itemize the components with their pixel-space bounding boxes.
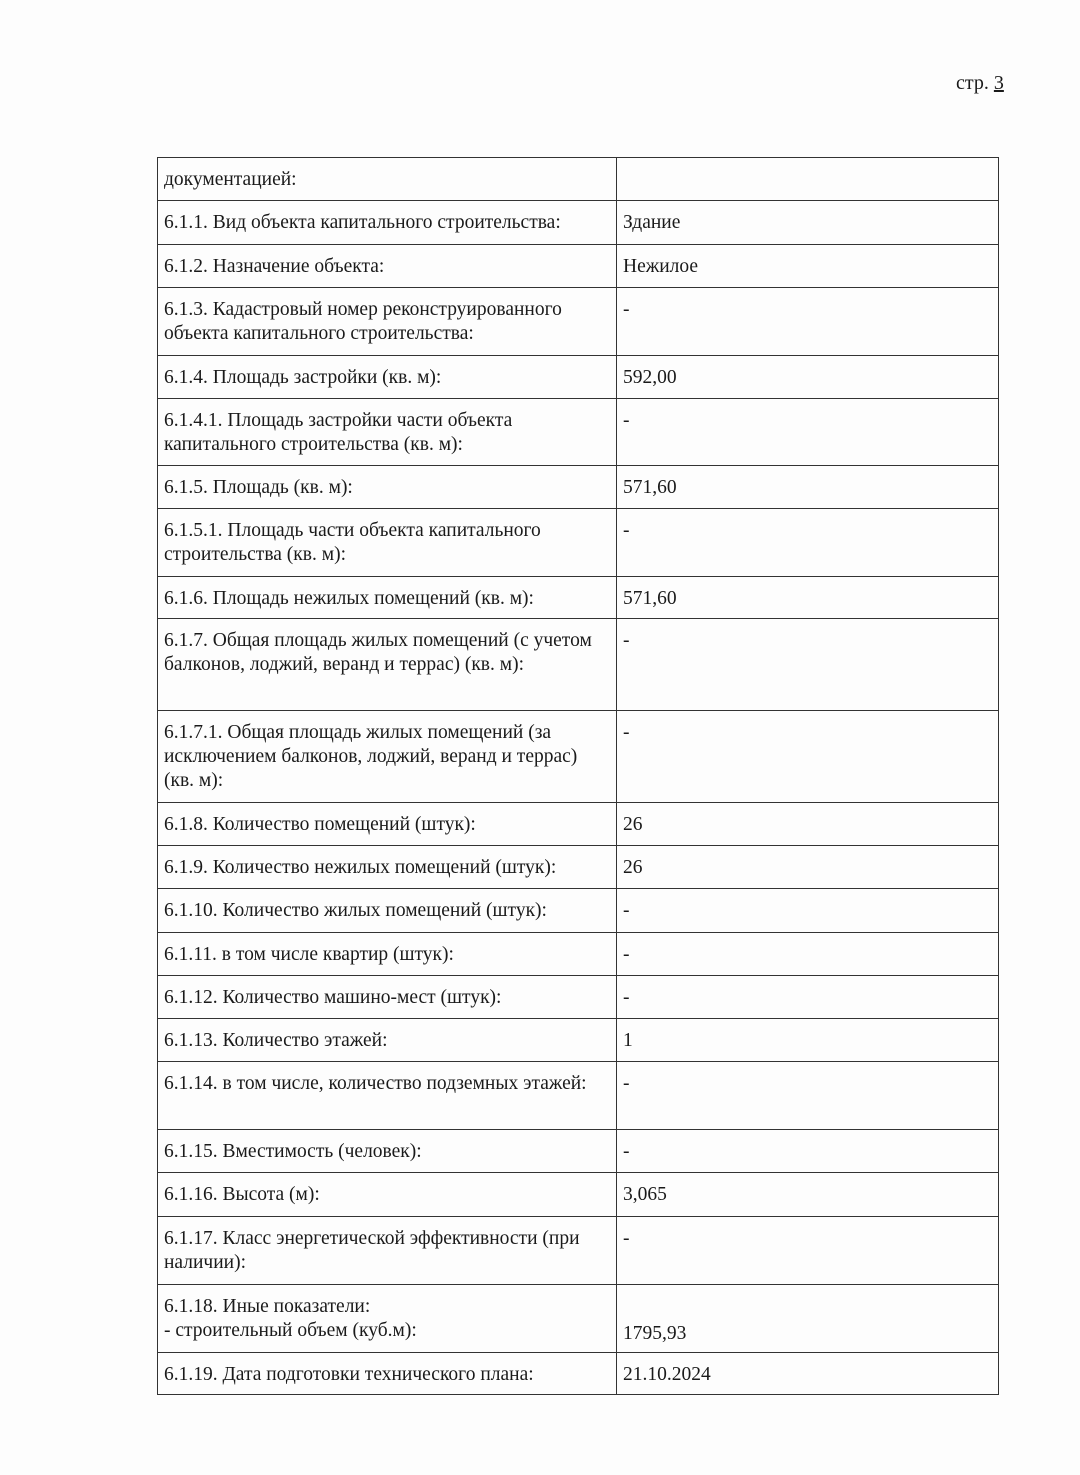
table-row (158, 1019, 999, 1062)
row-value: - (617, 619, 999, 711)
row-label (158, 1217, 617, 1285)
row-value: 21.10.2024 (617, 1353, 999, 1395)
table-row (158, 846, 999, 889)
row-label-text: 6.1.4.1. Площадь застройки части объекта капитального строительства (кв. м): (164, 410, 513, 455)
row-label (158, 803, 617, 846)
row-label-subtext: - строительный объем (куб.м): (164, 1320, 417, 1341)
row-label (158, 1353, 617, 1395)
table-row (158, 288, 999, 356)
table-row (158, 1353, 999, 1395)
row-label (158, 933, 617, 976)
table-row (158, 711, 999, 803)
row-value: - (617, 1130, 999, 1173)
row-label (158, 1130, 617, 1173)
row-label-text: 6.1.12. Количество машино-мест (штук): (164, 987, 502, 1008)
table-row (158, 245, 999, 288)
row-value: - (617, 288, 999, 356)
row-label-text: 6.1.15. Вместимость (человек): (164, 1141, 422, 1162)
table-row (158, 577, 999, 619)
row-value: - (617, 933, 999, 976)
table-row (158, 1130, 999, 1173)
row-value: Нежилое (617, 245, 999, 288)
row-label (158, 245, 617, 288)
row-value: - (617, 509, 999, 577)
row-value: - (617, 1062, 999, 1130)
row-label-text: 6.1.7.1. Общая площадь жилых помещений (за исключением балконов, лоджий, веранд и террас) (кв. м): (164, 722, 578, 791)
row-value: 3,065 (617, 1173, 999, 1217)
row-label-text: 6.1.3. Кадастровый номер реконструированного объекта капитального строительства: (164, 299, 562, 344)
page-number (956, 72, 1004, 95)
row-label-text: 6.1.14. в том числе, количество подземных этажей: (164, 1073, 587, 1094)
row-label-text: 6.1.4. Площадь застройки (кв. м): (164, 367, 442, 388)
row-label-text: 6.1.13. Количество этажей: (164, 1030, 388, 1051)
row-label-text: 6.1.1. Вид объекта капитального строительства: (164, 212, 561, 233)
row-label-text: 6.1.11. в том числе квартир (штук): (164, 944, 454, 965)
table-row (158, 399, 999, 466)
page-number-prefix: стр. (956, 72, 989, 94)
table-row (158, 1062, 999, 1130)
row-value: 571,60 (617, 466, 999, 509)
row-label-text: 6.1.5. Площадь (кв. м): (164, 477, 353, 498)
row-label-text: 6.1.2. Назначение объекта: (164, 256, 385, 277)
row-label (158, 846, 617, 889)
row-label (158, 399, 617, 466)
row-label-text: 6.1.18. Иные показатели: (164, 1296, 371, 1317)
table-row (158, 1285, 999, 1353)
row-value: 571,60 (617, 577, 999, 619)
row-label (158, 889, 617, 933)
table-row (158, 356, 999, 399)
row-value: - (617, 976, 999, 1019)
table-row (158, 803, 999, 846)
row-label (158, 466, 617, 509)
row-label (158, 976, 617, 1019)
row-value: 26 (617, 846, 999, 889)
row-value: - (617, 399, 999, 466)
row-label-text: 6.1.5.1. Площадь части объекта капитального строительства (кв. м): (164, 520, 541, 565)
table-row (158, 889, 999, 933)
row-label-text: 6.1.9. Количество нежилых помещений (штук): (164, 857, 557, 878)
row-label (158, 201, 617, 245)
row-label (158, 1173, 617, 1217)
row-value: Здание (617, 201, 999, 245)
row-label-text: 6.1.8. Количество помещений (штук): (164, 814, 476, 835)
row-value: 26 (617, 803, 999, 846)
row-label-text: документацией: (164, 169, 297, 190)
row-label (158, 1285, 617, 1353)
row-label (158, 711, 617, 803)
row-label-text: 6.1.10. Количество жилых помещений (штук): (164, 900, 547, 921)
table-row (158, 1217, 999, 1285)
table-row (158, 201, 999, 245)
row-label-text: 6.1.16. Высота (м): (164, 1184, 320, 1205)
table-row (158, 158, 999, 201)
table-row (158, 509, 999, 577)
row-label (158, 356, 617, 399)
row-value: 592,00 (617, 356, 999, 399)
row-label (158, 619, 617, 711)
table-row (158, 1173, 999, 1217)
row-label (158, 509, 617, 577)
building-parameters-table (157, 157, 999, 1395)
row-value: 1 (617, 1019, 999, 1062)
row-label-text: 6.1.6. Площадь нежилых помещений (кв. м): (164, 588, 534, 609)
row-value: - (617, 889, 999, 933)
row-value: - (617, 711, 999, 803)
table-row (158, 976, 999, 1019)
row-label (158, 158, 617, 201)
row-label-text: 6.1.17. Класс энергетической эффективности (при наличии): (164, 1228, 580, 1273)
row-label (158, 288, 617, 356)
row-value: - (617, 1217, 999, 1285)
row-label (158, 577, 617, 619)
page-number-value: 3 (993, 72, 1004, 94)
row-value: 1795,93 (617, 1285, 999, 1353)
table-row (158, 619, 999, 711)
row-value (617, 158, 999, 201)
row-label (158, 1062, 617, 1130)
row-label (158, 1019, 617, 1062)
row-label-text: 6.1.7. Общая площадь жилых помещений (с учетом балконов, лоджий, веранд и террас) (кв. м): (164, 630, 592, 675)
table-row (158, 933, 999, 976)
row-label-text: 6.1.19. Дата подготовки технического плана: (164, 1364, 534, 1385)
table-row (158, 466, 999, 509)
